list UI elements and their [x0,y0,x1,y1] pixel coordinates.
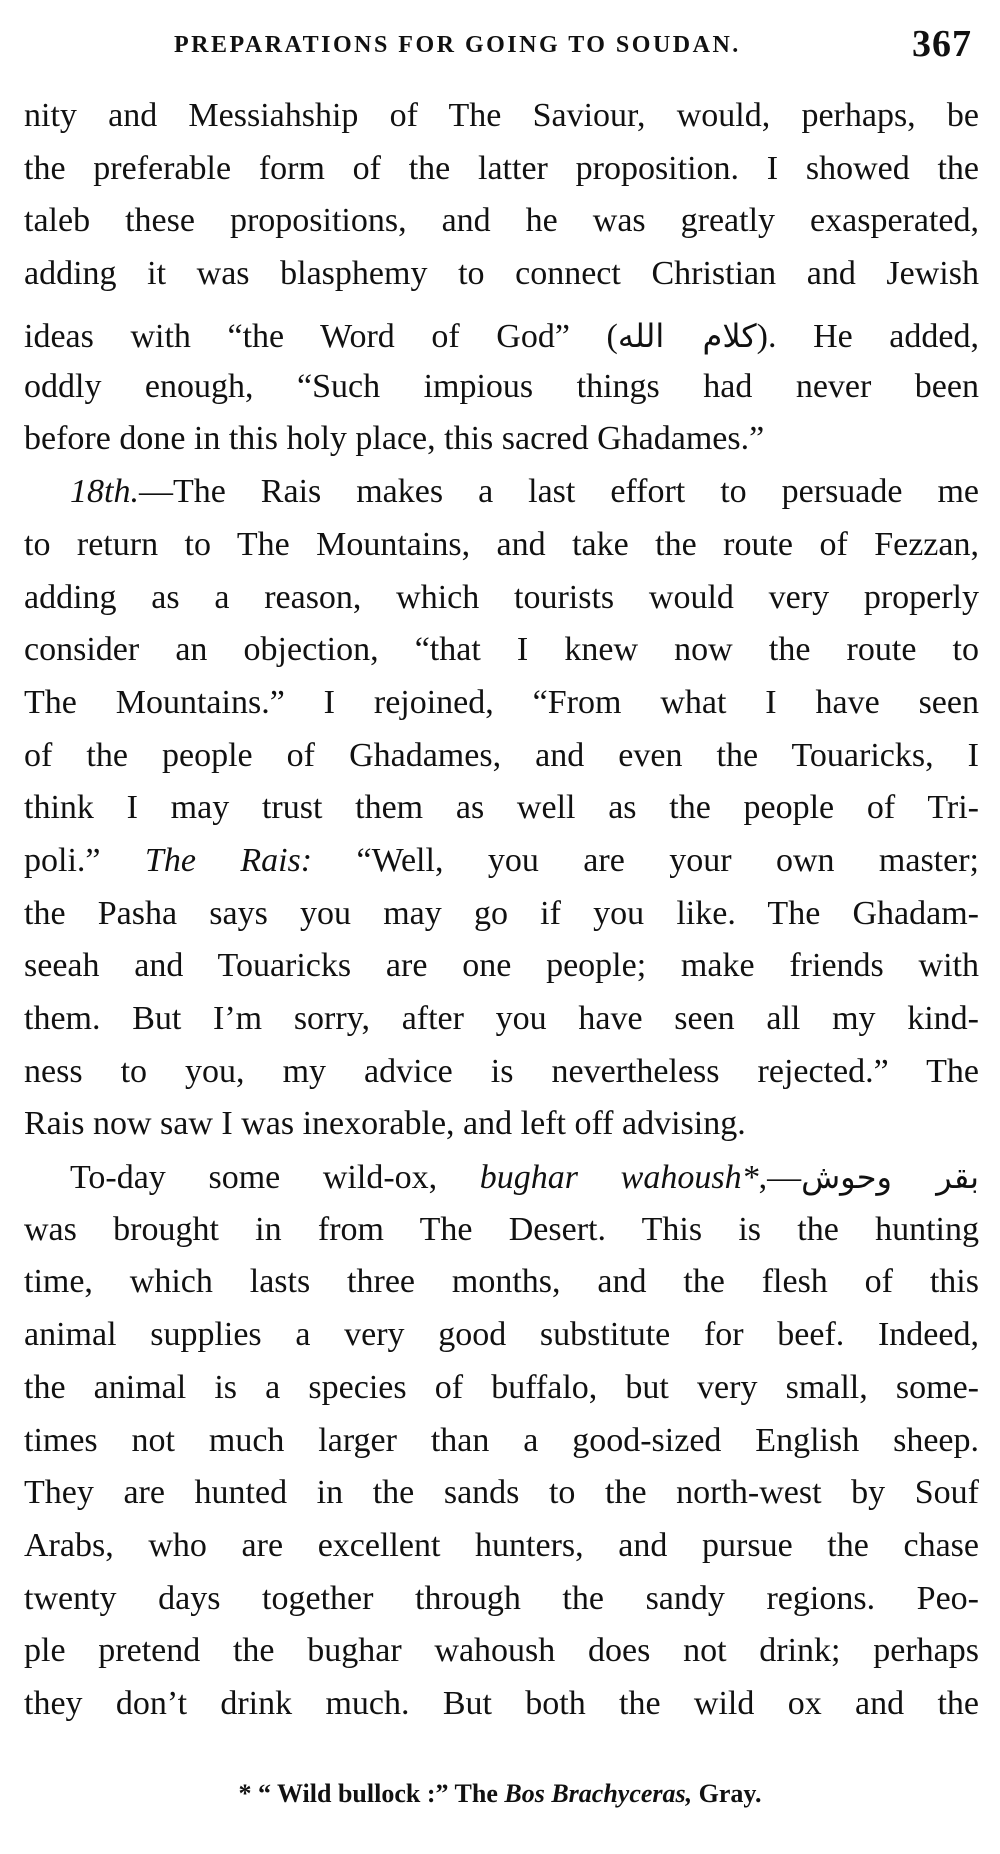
text-line: the Pasha says you may go if you like. The Ghadam- [24,894,979,932]
text-line: Arabs, who are excellent hunters, and pursue the chase [24,1526,979,1564]
text-line: before done in this holy place, this sacred Ghadames.” [24,420,765,458]
arabic-phrase: بقر وحوش [801,1158,979,1197]
text-line: the preferable form of the latter proposition. I showed the [24,149,979,187]
text-line: adding it was blasphemy to connect Christian and Jewish [24,255,979,293]
text-line: seeah and Touaricks are one people; make friends with [24,947,979,985]
text-line: To-day some wild-ox, bughar wahoush*,—بقر وحوش [70,1158,979,1197]
text-line: time, which lasts three months, and the flesh of this [24,1263,979,1301]
text-line: of the people of Ghadames, and even the Touaricks, I [24,736,979,774]
page-header [24,22,976,72]
text-line: twenty days together through the sandy regions. Peo- [24,1579,979,1617]
text-line: adding as a reason, which tourists would very properly [24,578,979,616]
text-line: them. But I’m sorry, after you have seen all my kind- [24,1000,979,1037]
running-head: PREPARATIONS FOR GOING TO SOUDAN. [174,32,741,58]
text-line: ness to you, my advice is nevertheless rejected.” The [24,1052,979,1090]
text-line: the animal is a species of buffalo, but very small, some- [24,1368,979,1406]
text-line: think I may trust them as well as the people of Tri- [24,789,979,827]
text-line: 18th.—The Rais makes a last effort to persuade me [70,473,979,511]
text-line: The Mountains.” I rejoined, “From what I have seen [24,683,979,721]
text-line: They are hunted in the sands to the north-west by Souf [24,1474,979,1512]
text-line: ple pretend the bughar wahoush does not drink; perhaps [24,1632,979,1670]
text-line: poli.” The Rais: “Well, you are your own master; [24,841,979,879]
text-line: to return to The Mountains, and take the route of Fezzan, [24,525,979,563]
text-line: times not much larger than a good-sized English sheep. [24,1421,979,1459]
text-line: they don’t drink much. But both the wild ox and the [24,1684,979,1722]
arabic-phrase: كلام الله [617,316,757,355]
text-line: consider an objection, “that I knew now the route to [24,631,979,669]
text-line: taleb these propositions, and he was greatly exasperated, [24,202,979,240]
text-line: oddly enough, “Such impious things had never been [24,367,979,405]
text-line: Rais now saw I was inexorable, and left off advising. [24,1105,746,1143]
text-line: animal supplies a very good substitute for beef. Indeed, [24,1316,979,1354]
text-line: nity and Messiahship of The Saviour, would, perhaps, be [24,97,979,134]
page-number: 367 [912,23,972,65]
text-line: was brought in from The Desert. This is the hunting [24,1210,979,1248]
text-line: ideas with “the Word of God” (كلام الله). He added, [24,316,979,355]
footnote: * “ Wild bullock :” The Bos Brachyceras, Gray. [238,1779,762,1808]
page-body [24,90,979,1731]
